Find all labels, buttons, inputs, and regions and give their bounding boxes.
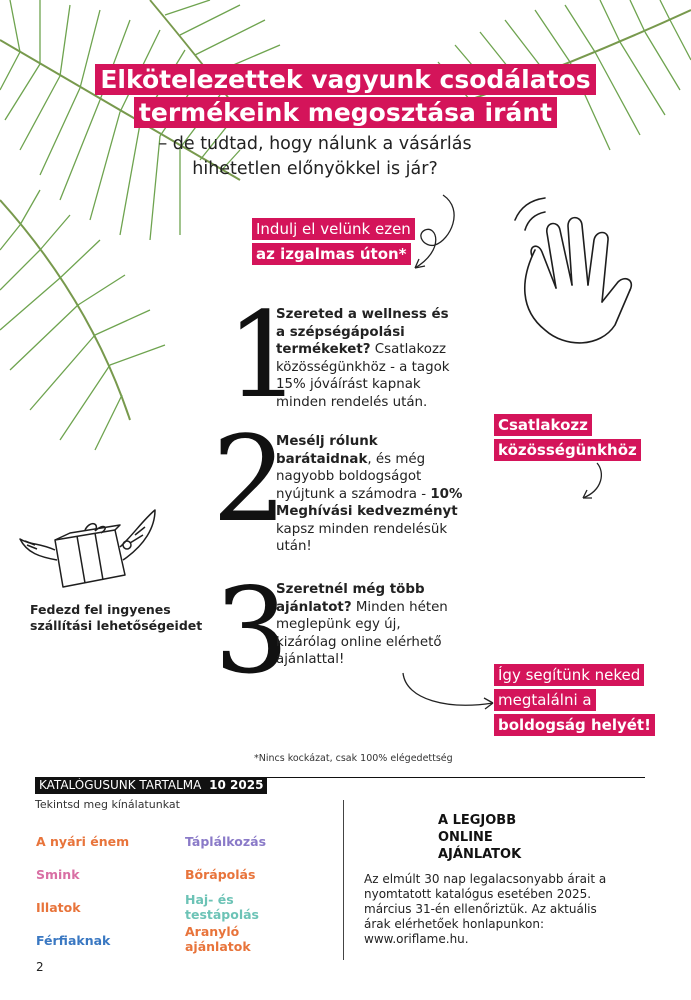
join-tag-line-2: közösségünkhöz — [494, 439, 641, 461]
catalog-subtitle: Tekintsd meg kínálatunkat — [35, 798, 180, 811]
catalog-link-smink[interactable]: Smink — [36, 867, 80, 882]
online-offers-title-line-3: AJÁNLATOK — [438, 847, 522, 862]
online-offers-body: Az elmúlt 30 nap legalacsonyabb árait a nyomtatott katalógus esetében 2025. március 31-én ellenőriztük. Az aktuális árak elérhetőek honlapunkon: www.oriflame.hu. — [364, 872, 607, 946]
catalog-link-taplalkozas[interactable]: Táplálkozás — [185, 834, 267, 849]
online-offers-title — [438, 812, 521, 863]
online-offers-title-line-2: ONLINE — [438, 830, 493, 845]
happiness-tag-line-2: megtalálni a — [494, 689, 596, 711]
headline-line-1: Elkötelezettek vagyunk csodálatos — [0, 64, 691, 95]
catalog-title: KATALÓGUSUNK TARTALMA — [39, 778, 202, 792]
catalog-link-ferfiaknak[interactable]: Férfiaknak — [36, 933, 111, 948]
catalog-divider — [343, 800, 344, 960]
happiness-tag — [494, 664, 655, 739]
happiness-tag-line-3: boldogság helyét! — [494, 714, 655, 736]
online-offers-title-line-1: A LEGJOBB — [438, 813, 517, 828]
headline-line-2: termékeink megosztása iránt — [0, 97, 691, 128]
happiness-tag-line-1: Így segítünk neked — [494, 664, 644, 686]
step-1-body: Csatlakozz közösségünkhöz - a tagok 15% jóváírást kapnak minden rendelés után. — [276, 342, 450, 410]
join-community-tag — [494, 414, 641, 464]
headline-subtitle-line-2: hihetetlen előnyökkel is jár? — [192, 159, 438, 179]
step-2-bold-1: Mesélj rólunk barátaidnak — [276, 434, 378, 467]
page-number: 2 — [36, 960, 44, 974]
catalog-header — [35, 777, 267, 794]
headline-subtitle — [150, 132, 480, 182]
footnote: *Nincs kockázat, csak 100% elégedettség — [254, 753, 453, 764]
join-arrow-icon — [575, 460, 615, 505]
step-2-body-1: , és még nagyobb boldogságot nyújtunk a számodra - — [276, 451, 431, 502]
step-1-text — [276, 306, 456, 411]
happiness-arrow-icon — [398, 670, 498, 720]
catalog-link-aranylo-ajanlatok[interactable]: Aranyló ajánlatok — [185, 924, 251, 954]
catalog-link-illatok[interactable]: Illatok — [36, 900, 81, 915]
step-2-text — [276, 433, 471, 556]
step-1-bold: Szereted a wellness és a szépségápolási termékeket? — [276, 307, 449, 357]
step-3-bold: Szeretnél még több ajánlatot? — [276, 582, 425, 615]
shipping-caption — [30, 602, 202, 634]
shipping-caption-line-2: szállítási lehetőségeidet — [30, 618, 203, 633]
journey-tag — [252, 218, 415, 268]
step-3-text — [276, 581, 456, 669]
step-2-body-2: kapsz minden rendelésük után! — [276, 521, 448, 554]
journey-arrow-icon — [395, 190, 465, 280]
waving-hand-icon — [490, 190, 640, 360]
journey-tag-line-1: Indulj el velünk ezen — [252, 218, 415, 240]
headline-subtitle-line-1: – de tudtad, hogy nálunk a vásárlás — [158, 134, 472, 154]
catalog-link-borapolas[interactable]: Bőrápolás — [185, 867, 256, 882]
join-tag-line-1: Csatlakozz — [494, 414, 592, 436]
step-3-number: 3 — [214, 562, 290, 700]
flying-gift-box-icon — [15, 505, 165, 595]
journey-tag-line-2: az izgalmas úton* — [252, 243, 411, 265]
step-1-number: 1 — [226, 286, 302, 424]
step-2-bold-2: 10% Meghívási kedvezményt — [276, 486, 463, 519]
catalog-link-haj-es-testapolas[interactable]: Haj- és testápolás — [185, 892, 259, 922]
catalog-header-rule — [35, 777, 645, 778]
catalog-issue: 10 2025 — [209, 778, 264, 792]
step-3-body: Minden héten meglepünk egy új, kizárólag online elérhető ajánlattal! — [276, 599, 448, 667]
shipping-caption-line-1: Fedezd fel ingyenes — [30, 602, 171, 617]
step-2-number: 2 — [212, 410, 288, 548]
catalog-link-a-nyari-enem[interactable]: A nyári énem — [36, 834, 130, 849]
